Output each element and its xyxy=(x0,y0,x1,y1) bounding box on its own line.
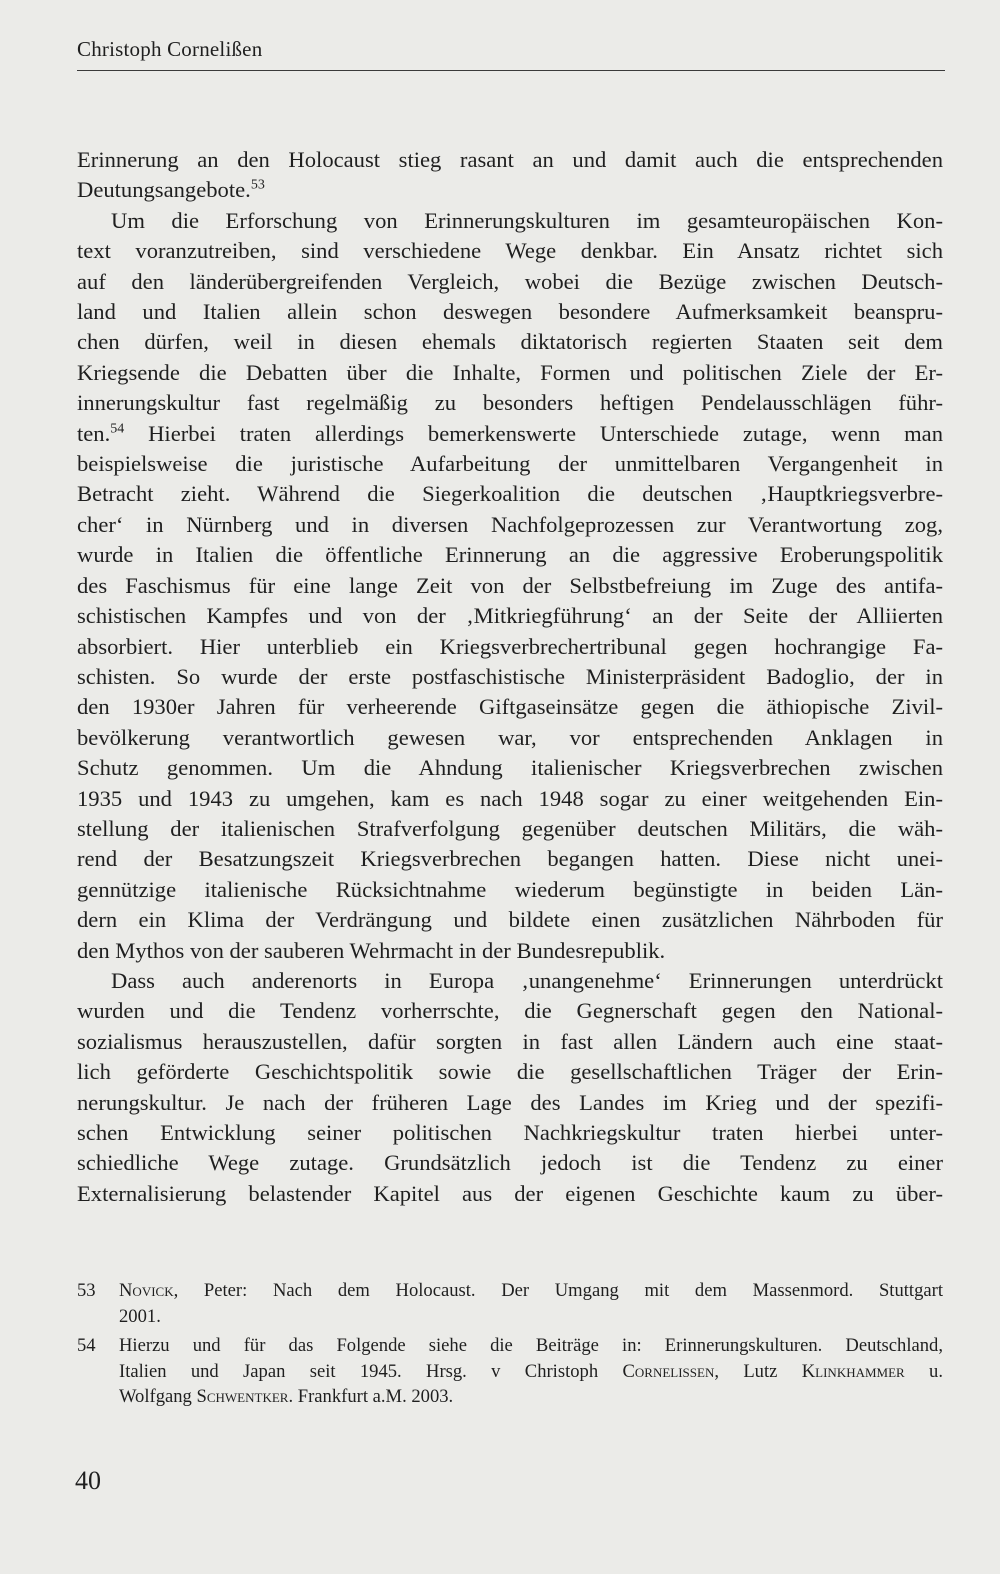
text-line: Schutz genommen. Um die Ahndung italienischer Kriegsverbrechen zwischen xyxy=(77,755,943,781)
footnote-54 xyxy=(77,1333,943,1410)
text-line: chen dürfen, weil in diesen ehemals diktatorisch regierten Staaten seit dem xyxy=(77,329,943,355)
text-line: text voranzutreiben, sind verschiedene Wege denkbar. Ein Ansatz richtet sich xyxy=(77,238,943,264)
text-line: bevölkerung verantwortlich gewesen war, vor entsprechenden Anklagen in xyxy=(77,724,943,750)
text-line: Um die Erforschung von Erinnerungskulturen im gesamteuropäischen Kon- xyxy=(111,207,943,233)
footnote-53 xyxy=(77,1278,943,1329)
text-line: den 1930er Jahren für verheerende Giftgaseinsätze gegen die äthiopische Zivil- xyxy=(77,694,943,720)
footnote-line: 2001. xyxy=(119,1305,161,1327)
text-line: Betracht zieht. Während die Siegerkoalition die deutschen ‚Hauptkriegsverbre- xyxy=(77,481,943,507)
page-header xyxy=(77,36,945,71)
text-line: absorbiert. Hier unterblieb ein Kriegsverbrechertribunal gegen hochrangige Fa- xyxy=(77,633,943,659)
footnote-number: 53 xyxy=(77,1280,96,1301)
text-line: schen Entwicklung seiner politischen Nachkriegskultur traten hierbei unter- xyxy=(77,1120,943,1145)
footnote-ref-54[interactable]: 54 xyxy=(110,421,125,437)
footnote-text xyxy=(119,1278,943,1329)
footnote-line: Novick, Peter: Nach dem Holocaust. Der Umgang mit dem Massenmord. Stuttgart xyxy=(119,1280,943,1301)
text-line: beispielsweise die juristische Aufarbeitung der unmittelbaren Vergangenheit in xyxy=(77,451,943,477)
footnotes xyxy=(77,1278,943,1414)
running-head: Christoph Cornelißen xyxy=(77,37,263,61)
footnote-line: Hierzu und für das Folgende siehe die Beiträge in: Erinnerungskulturen. Deutschland, xyxy=(119,1335,943,1356)
text-line: gennützige italienische Rücksichtnahme wiederum begünstigte in beiden Län- xyxy=(77,876,943,902)
text-line: wurden und die Tendenz vorherrschte, die Gegnerschaft gegen den National- xyxy=(77,998,943,1024)
text-line: cher‘ in Nürnberg und in diversen Nachfolgeprozessen zur Verantwortung zog, xyxy=(77,511,943,537)
text-line: auf den länderübergreifenden Vergleich, wobei die Bezüge zwischen Deutsch- xyxy=(77,268,943,294)
text-line: innerungskultur fast regelmäßig zu besonders heftigen Pendelausschlägen führ- xyxy=(77,390,943,416)
main-text xyxy=(77,145,943,1209)
footnote-line: Wolfgang Schwentker. Frankfurt a.M. 2003. xyxy=(119,1386,454,1407)
footnote-text xyxy=(119,1333,943,1410)
text-line: Kriegsende die Debatten über die Inhalte, Formen und politischen Ziele der Er- xyxy=(77,359,943,385)
text-line: des Faschismus für eine lange Zeit von der Selbstbefreiung im Zuge des antifa- xyxy=(77,572,943,598)
text-line: schisten. So wurde der erste postfaschistische Ministerpräsident Badoglio, der in xyxy=(77,663,943,689)
footnote-line: Italien und Japan seit 1945. Hrsg. v Christoph Cornelißen, Lutz Klinkhammer u. xyxy=(119,1360,943,1382)
text-line: sozialismus herauszustellen, dafür sorgten in fast allen Ländern auch eine staat- xyxy=(77,1028,943,1054)
text-line: Dass auch anderenorts in Europa ‚unangenehme‘ Erinnerungen unterdrückt xyxy=(111,967,943,993)
text-line: schiedliche Wege zutage. Grundsätzlich jedoch ist die Tendenz zu einer xyxy=(77,1150,943,1176)
text-line: rend der Besatzungszeit Kriegsverbrechen begangen hatten. Diese nicht unei- xyxy=(77,846,943,872)
text-line: Deutungsangebote.$^{53}$ xyxy=(77,177,265,203)
footnote-number: 54 xyxy=(77,1335,96,1356)
text-line: stellung der italienischen Strafverfolgung gegenüber deutschen Militärs, die wäh- xyxy=(77,815,943,841)
text-line: schistischen Kampfes und von der ‚Mitkriegführung‘ an der Seite der Alliierten xyxy=(77,603,943,629)
text-line: nerungskultur. Je nach der früheren Lage des Landes im Krieg und der spezifi- xyxy=(77,1089,943,1115)
page-number: 40 xyxy=(75,1466,101,1495)
text-line: ten.$^{54}$ Hierbei traten allerdings bemerkenswerte Unterschiede zutage, wenn man xyxy=(77,420,943,446)
text-line: lich geförderte Geschichtspolitik sowie die gesellschaftlichen Träger der Erin- xyxy=(77,1059,943,1085)
text-line: dern ein Klima der Verdrängung und bildete einen zusätzlichen Nährboden für xyxy=(77,907,943,933)
text-line: Erinnerung an den Holocaust stieg rasant an und damit auch die entsprechenden xyxy=(77,147,943,172)
text-line: 1935 und 1943 zu umgehen, kam es nach 1948 sogar zu einer weitgehenden Ein- xyxy=(77,785,943,811)
text-line: den Mythos von der sauberen Wehrmacht in der Bundesrepublik. xyxy=(77,937,666,963)
text-line: wurde in Italien die öffentliche Erinnerung an die aggressive Eroberungspolitik xyxy=(77,542,943,568)
text-line: land und Italien allein schon deswegen besondere Aufmerksamkeit beanspru- xyxy=(77,299,943,325)
footnote-ref-53[interactable]: 53 xyxy=(250,177,265,193)
text-line: Externalisierung belastender Kapitel aus der eigenen Geschichte kaum zu über- xyxy=(77,1180,943,1206)
